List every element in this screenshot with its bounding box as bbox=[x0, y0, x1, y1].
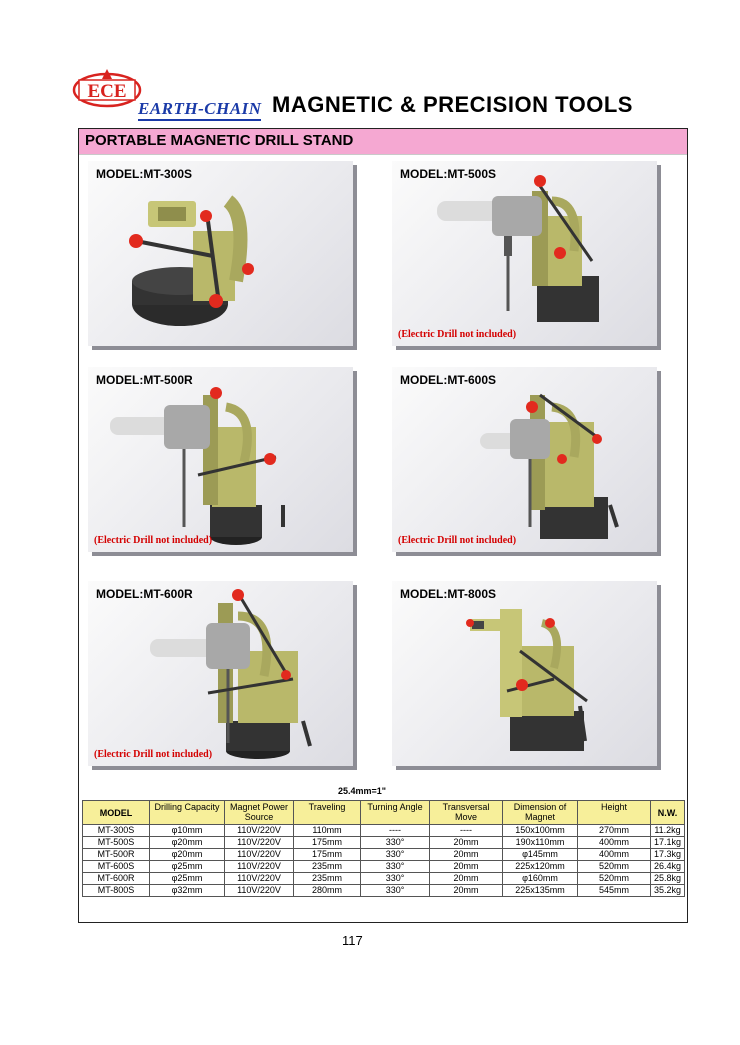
table-cell: 225x120mm bbox=[503, 861, 578, 873]
table-cell: 150x100mm bbox=[503, 825, 578, 837]
product-model: MODEL:MT-300S bbox=[96, 167, 193, 181]
column-header: Height bbox=[578, 801, 651, 825]
table-cell: φ25mm bbox=[150, 861, 225, 873]
product-model: MODEL:MT-600S bbox=[400, 373, 497, 387]
product-panel-mt-600r bbox=[88, 581, 353, 766]
product-panel-mt-600s bbox=[392, 367, 657, 552]
table-cell: MT-300S bbox=[83, 825, 150, 837]
drill-not-included-note: (Electric Drill not included) bbox=[94, 535, 213, 546]
table-cell: ---- bbox=[430, 825, 503, 837]
logo-letters: ECE bbox=[87, 81, 127, 102]
table-cell: 330° bbox=[361, 837, 430, 849]
table-cell: 175mm bbox=[294, 837, 361, 849]
product-model: MODEL:MT-600R bbox=[96, 587, 193, 601]
table-cell: 11.2kg bbox=[651, 825, 685, 837]
ece-logo bbox=[72, 68, 142, 108]
table-cell: MT-800S bbox=[83, 885, 150, 897]
table-cell: 280mm bbox=[294, 885, 361, 897]
specification-table bbox=[82, 800, 685, 897]
table-cell: 225x135mm bbox=[503, 885, 578, 897]
table-cell: 20mm bbox=[430, 885, 503, 897]
product-panel-mt-500r bbox=[88, 367, 353, 552]
table-row bbox=[83, 861, 685, 873]
table-cell: 330° bbox=[361, 873, 430, 885]
brand-name: EARTH-CHAIN bbox=[138, 99, 262, 118]
product-model: MODEL:MT-500R bbox=[96, 373, 193, 387]
table-row bbox=[83, 837, 685, 849]
table-cell: 20mm bbox=[430, 849, 503, 861]
table-cell: 330° bbox=[361, 849, 430, 861]
table-cell: 110V/220V bbox=[225, 837, 294, 849]
table-body bbox=[83, 825, 685, 897]
magnetic-drill-stand-image bbox=[392, 161, 657, 346]
table-cell: 330° bbox=[361, 861, 430, 873]
table-cell: 110mm bbox=[294, 825, 361, 837]
table-cell: φ25mm bbox=[150, 873, 225, 885]
table-row bbox=[83, 873, 685, 885]
table-header-row bbox=[83, 801, 685, 825]
drill-not-included-note: (Electric Drill not included) bbox=[398, 535, 517, 546]
brand-underline bbox=[138, 119, 261, 121]
section-bar bbox=[79, 129, 687, 155]
drill-not-included-note: (Electric Drill not included) bbox=[94, 749, 213, 760]
table-cell: 545mm bbox=[578, 885, 651, 897]
table-cell: 35.2kg bbox=[651, 885, 685, 897]
product-panel-mt-500s bbox=[392, 161, 657, 346]
column-header: Magnet Power Source bbox=[225, 801, 294, 825]
table-cell: 20mm bbox=[430, 861, 503, 873]
unit-conversion: 25.4mm=1" bbox=[338, 786, 387, 796]
table-cell: φ20mm bbox=[150, 837, 225, 849]
table-cell: 235mm bbox=[294, 861, 361, 873]
column-header: Turning Angle bbox=[361, 801, 430, 825]
product-panel-mt-800s bbox=[392, 581, 657, 766]
table-row bbox=[83, 849, 685, 861]
column-header: Traveling bbox=[294, 801, 361, 825]
table-cell: 20mm bbox=[430, 873, 503, 885]
table-cell: 400mm bbox=[578, 849, 651, 861]
magnetic-drill-stand-image bbox=[392, 367, 657, 552]
table-cell: φ160mm bbox=[503, 873, 578, 885]
table-cell: 17.3kg bbox=[651, 849, 685, 861]
magnetic-drill-stand-image bbox=[392, 581, 657, 766]
table-cell: φ20mm bbox=[150, 849, 225, 861]
section-title: PORTABLE MAGNETIC DRILL STAND bbox=[85, 132, 354, 149]
table-row bbox=[83, 885, 685, 897]
page-title: MAGNETIC & PRECISION TOOLS bbox=[272, 92, 633, 117]
table-cell: 110V/220V bbox=[225, 849, 294, 861]
table-cell: φ32mm bbox=[150, 885, 225, 897]
table-cell: MT-600R bbox=[83, 873, 150, 885]
product-panel-mt-300s bbox=[88, 161, 353, 346]
table-cell: 110V/220V bbox=[225, 861, 294, 873]
drill-not-included-note: (Electric Drill not included) bbox=[398, 329, 517, 340]
column-header: N.W. bbox=[651, 801, 685, 825]
table-cell: φ10mm bbox=[150, 825, 225, 837]
table-cell: ---- bbox=[361, 825, 430, 837]
table-cell: MT-600S bbox=[83, 861, 150, 873]
table-cell: 175mm bbox=[294, 849, 361, 861]
table-cell: 17.1kg bbox=[651, 837, 685, 849]
table-cell: MT-500R bbox=[83, 849, 150, 861]
table-cell: 235mm bbox=[294, 873, 361, 885]
table-cell: 110V/220V bbox=[225, 885, 294, 897]
magnetic-drill-stand-image bbox=[88, 161, 353, 346]
product-model: MODEL:MT-800S bbox=[400, 587, 497, 601]
table-cell: 110V/220V bbox=[225, 873, 294, 885]
table-cell: 25.8kg bbox=[651, 873, 685, 885]
column-header: Dimension of Magnet bbox=[503, 801, 578, 825]
table-cell: 520mm bbox=[578, 861, 651, 873]
table-cell: 190x110mm bbox=[503, 837, 578, 849]
column-header: Transversal Move bbox=[430, 801, 503, 825]
magnetic-drill-stand-image bbox=[88, 367, 353, 552]
magnetic-drill-stand-image bbox=[88, 581, 353, 766]
product-model: MODEL:MT-500S bbox=[400, 167, 497, 181]
table-cell: 520mm bbox=[578, 873, 651, 885]
table-row bbox=[83, 825, 685, 837]
table-cell: 20mm bbox=[430, 837, 503, 849]
table-cell: 330° bbox=[361, 885, 430, 897]
table-cell: φ145mm bbox=[503, 849, 578, 861]
column-header: Drilling Capacity bbox=[150, 801, 225, 825]
column-header: MODEL bbox=[83, 801, 150, 825]
table-cell: 110V/220V bbox=[225, 825, 294, 837]
page-number: 117 bbox=[342, 933, 363, 948]
table-cell: MT-500S bbox=[83, 837, 150, 849]
table-cell: 26.4kg bbox=[651, 861, 685, 873]
table-cell: 400mm bbox=[578, 837, 651, 849]
table-cell: 270mm bbox=[578, 825, 651, 837]
